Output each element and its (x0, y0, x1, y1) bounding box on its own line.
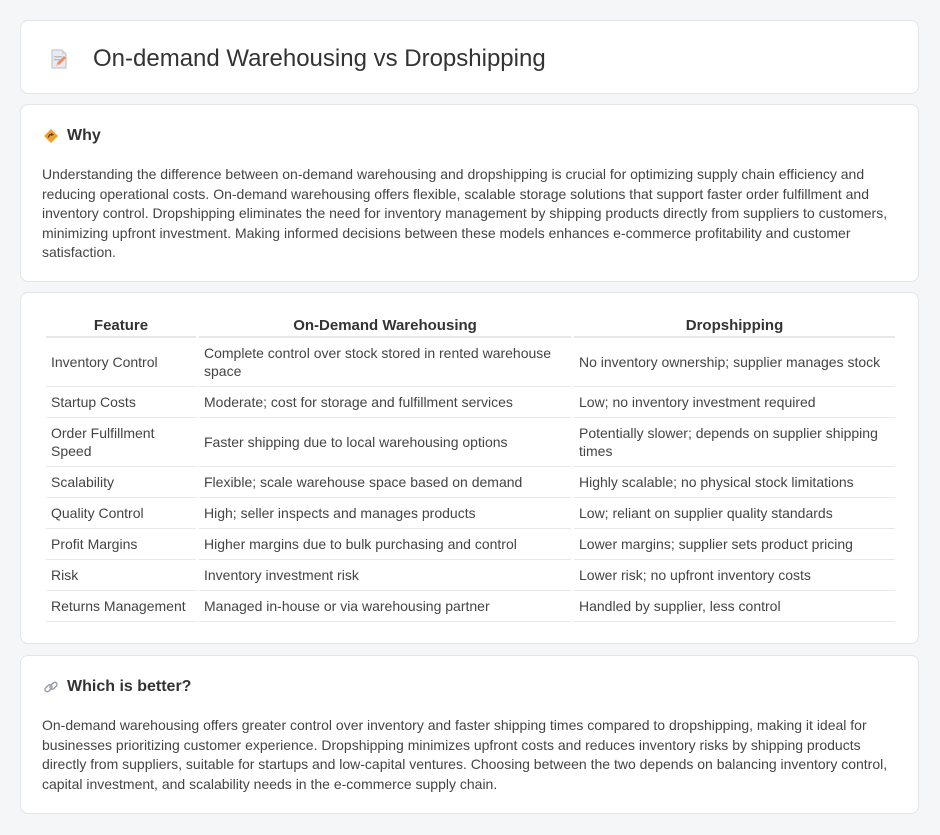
table-row (46, 418, 895, 467)
header-warehousing: On-Demand Warehousing (199, 315, 571, 338)
warehousing-cell: Moderate; cost for storage and fulfillment services (199, 387, 571, 418)
table-row (46, 498, 895, 529)
dropshipping-cell: Highly scalable; no physical stock limitations (574, 467, 895, 498)
dropshipping-cell: Low; reliant on supplier quality standards (574, 498, 895, 529)
dropshipping-cell: Low; no inventory investment required (574, 387, 895, 418)
header-dropshipping: Dropshipping (574, 315, 895, 338)
table-header-row (46, 315, 895, 338)
why-heading: Why (67, 127, 101, 144)
why-text: Understanding the difference between on-demand warehousing and dropshipping is crucial for optimizing supply chain efficiency and reducing operational costs. On-demand warehousing offers flexible, scalable storage solutions that support faster order fulfillment and inventory control. Dropshipping eliminates the need for inventory management by shipping products directly from suppliers to customers, minimizing upfront investment. Making informed decisions between these models enhances e-commerce profitability and customer satisfaction. (42, 166, 888, 261)
header-card (20, 20, 919, 94)
dropshipping-cell: No inventory ownership; supplier manages stock (574, 338, 895, 387)
warehousing-cell: Complete control over stock stored in rented warehouse space (199, 338, 571, 387)
table-row (46, 591, 895, 622)
warehousing-cell: Higher margins due to bulk purchasing and control (199, 529, 571, 560)
feature-cell: Quality Control (46, 498, 196, 529)
table-row (46, 387, 895, 418)
better-text: On-demand warehousing offers greater control over inventory and faster shipping times compared to dropshipping, making it ideal for businesses prioritizing customer experience. Dropshipping minimizes upfront costs and reduces inventory risks by shipping products directly from suppliers, suitable for startups and low-capital ventures. Choosing between the two depends on balancing inventory control, capital investment, and scalability needs in the e-commerce supply chain. (42, 717, 888, 792)
table-row (46, 467, 895, 498)
feature-cell: Startup Costs (46, 387, 196, 418)
better-heading: Which is better? (67, 678, 192, 695)
document-edit-icon (47, 47, 71, 71)
table-row (46, 560, 895, 591)
why-section (20, 104, 919, 282)
why-heading-row (43, 127, 101, 145)
comparison-section (20, 292, 919, 644)
header-feature: Feature (46, 315, 196, 338)
feature-cell: Inventory Control (46, 338, 196, 387)
warehousing-cell: Managed in-house or via warehousing partner (199, 591, 571, 622)
feature-cell: Order Fulfillment Speed (46, 418, 196, 467)
page-title: On-demand Warehousing vs Dropshipping (93, 45, 546, 72)
dropshipping-cell: Handled by supplier, less control (574, 591, 895, 622)
feature-cell: Profit Margins (46, 529, 196, 560)
warehousing-cell: Flexible; scale warehouse space based on demand (199, 467, 571, 498)
title-row (47, 45, 546, 73)
better-section (20, 655, 919, 814)
feature-cell: Scalability (46, 467, 196, 498)
warehousing-cell: High; seller inspects and manages products (199, 498, 571, 529)
table-row (46, 338, 895, 387)
feature-cell: Risk (46, 560, 196, 591)
dropshipping-cell: Potentially slower; depends on supplier shipping times (574, 418, 895, 467)
warehousing-cell: Faster shipping due to local warehousing options (199, 418, 571, 467)
warehousing-cell: Inventory investment risk (199, 560, 571, 591)
comparison-table (43, 315, 898, 622)
table-row (46, 529, 895, 560)
dropshipping-cell: Lower margins; supplier sets product pricing (574, 529, 895, 560)
feature-cell: Returns Management (46, 591, 196, 622)
better-heading-row (43, 678, 191, 696)
diamond-sign-icon (43, 128, 59, 144)
link-icon (43, 679, 59, 695)
dropshipping-cell: Lower risk; no upfront inventory costs (574, 560, 895, 591)
